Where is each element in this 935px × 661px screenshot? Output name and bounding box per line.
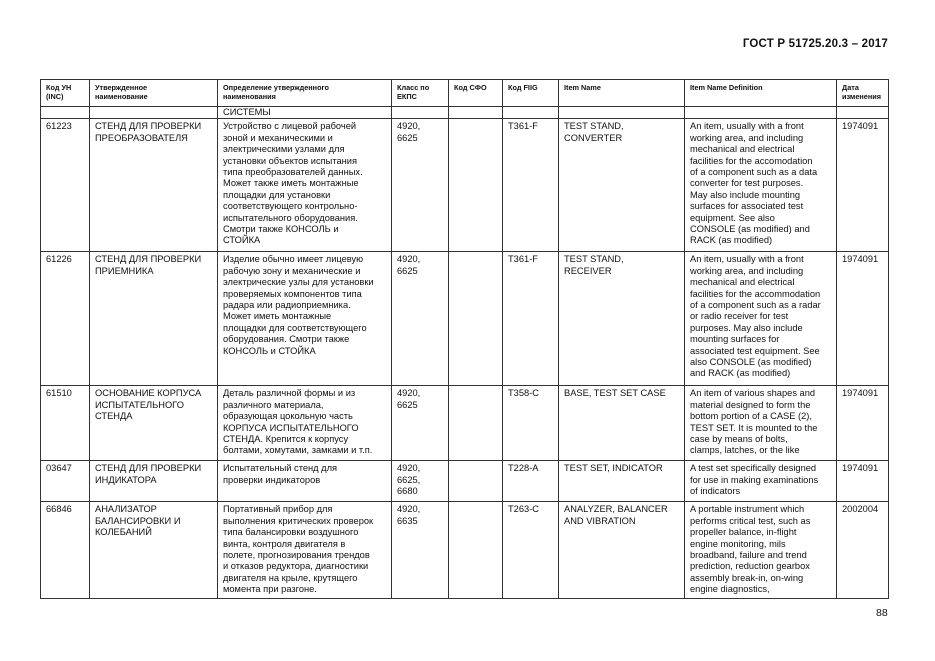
cell-inc: 61226 [41,252,90,386]
cell-sfo [449,502,503,599]
cell-date: 1974091 [837,386,889,461]
cell-name: СТЕНД ДЛЯ ПРОВЕРКИ ПРИЕМНИКА [90,252,218,386]
cell-name: СТЕНД ДЛЯ ПРОВЕРКИ ПРЕОБРАЗОВАТЕЛЯ [90,119,218,252]
cell-inc: 61510 [41,386,90,461]
table-row [41,461,889,502]
cell-date: 1974091 [837,252,889,386]
cell-name: СТЕНД ДЛЯ ПРОВЕРКИ ИНДИКАТОРА [90,461,218,502]
cell-ekps: 4920, 6625 [392,252,449,386]
cell-fiig: T361-F [503,252,559,386]
cell-item-definition: An item, usually with a front working area, and including mechanical and electrical facilities for the accomodation of a component such as a data converter for test purposes. May also include mounting surfaces for associated test equipment. See also CONSOLE (as modified) and RACK (as modified) [685,119,837,252]
cell-date: 1974091 [837,119,889,252]
cell-name: ОСНОВАНИЕ КОРПУСА ИСПЫТАТЕЛЬНОГО СТЕНДА [90,386,218,461]
header-inc: Код УН (INC) [41,80,90,107]
cell-inc: 61223 [41,119,90,252]
cell-item-name: BASE, TEST SET CASE [559,386,685,461]
cell-fiig: T361-F [503,119,559,252]
header-fiig: Код FIIG [503,80,559,107]
continuation-text: СИСТЕМЫ [218,107,392,119]
cell-item-definition: A portable instrument which performs critical test, such as propeller balance, in-flight engine monitoring, mils broadband, failure and trend prediction, reduction gearbox assembly break-in, on-wing engine diagnostics, [685,502,837,599]
cell-definition: Испытательный стенд для проверки индикаторов [218,461,392,502]
table-row [41,252,889,386]
cell-item-definition: An item, usually with a front working area, and including mechanical and electrical facilities for the accommodation of a component such as a radar or radio receiver for test purposes. May also include mounting surfaces for associated test equipment. See also CONSOLE (as modified) and RACK (as modified) [685,252,837,386]
cell-definition: Устройство с лицевой рабочей зоной и механическими и электрическими узлами для установки объектов испытания типа преобразователей данных. Может также иметь монтажные площадки для установки соответствующего контрольно- испытательного оборудования. Смотри также КОНСОЛЬ и СТОЙКА [218,119,392,252]
cell-fiig: T263-C [503,502,559,599]
cell-item-name: TEST SET, INDICATOR [559,461,685,502]
cell-sfo [449,252,503,386]
cell-ekps: 4920, 6625 [392,119,449,252]
cell-sfo [449,386,503,461]
cell-date: 2002004 [837,502,889,599]
header-date: Дата изменения [837,80,889,107]
cell-sfo [449,461,503,502]
header-item-definition: Item Name Definition [685,80,837,107]
cell-inc: 66846 [41,502,90,599]
cell-item-name: ANALYZER, BALANCER AND VIBRATION [559,502,685,599]
catalog-table [40,79,889,599]
page-number: 88 [876,607,888,619]
table-row [41,119,889,252]
cell-ekps: 4920, 6625 [392,386,449,461]
cell-ekps: 4920, 6635 [392,502,449,599]
header-item-name: Item Name [559,80,685,107]
document-standard-header: ГОСТ Р 51725.20.3 – 2017 [742,38,888,50]
cell-item-name: TEST STAND, RECEIVER [559,252,685,386]
header-definition: Определение утвержденного наименования [218,80,392,107]
header-name: Утвержденное наименование [90,80,218,107]
continuation-row [41,107,889,119]
cell-ekps: 4920, 6625, 6680 [392,461,449,502]
cell-item-name: TEST STAND, CONVERTER [559,119,685,252]
cell-name: АНАЛИЗАТОР БАЛАНСИРОВКИ И КОЛЕБАНИЙ [90,502,218,599]
cell-item-definition: A test set specifically designed for use in making examinations of indicators [685,461,837,502]
header-ekps: Класс по ЕКПС [392,80,449,107]
cell-definition: Деталь различной формы и из различного материала, образующая цокольную часть КОРПУСА ИСПЫТАТЕЛЬНОГО СТЕНДА. Крепится к корпусу болтами, хомутами, замками и т.п. [218,386,392,461]
table-header-row [41,80,889,107]
cell-fiig: T228-A [503,461,559,502]
cell-date: 1974091 [837,461,889,502]
cell-sfo [449,119,503,252]
cell-definition: Изделие обычно имеет лицевую рабочую зону и механические и электрические узлы для установки проверяемых компонентов типа радара или радиоприемника. Может иметь монтажные площадки для соответствующего оборудования. Смотри также КОНСОЛЬ и СТОЙКА [218,252,392,386]
cell-fiig: T358-C [503,386,559,461]
cell-inc: 03647 [41,461,90,502]
cell-definition: Портативный прибор для выполнения критических проверок типа балансировки воздушного винта, контроля двигателя в полете, прогнозирования трендов и отказов редуктора, диагностики двигателя на крыле, крутящего момента при разгоне. [218,502,392,599]
table-row [41,386,889,461]
table-row [41,502,889,599]
cell-item-definition: An item of various shapes and material designed to form the bottom portion of a CASE (2), TEST SET. It is mounted to the case by means of bolts, clamps, latches, or the like [685,386,837,461]
header-sfo: Код СФО [449,80,503,107]
